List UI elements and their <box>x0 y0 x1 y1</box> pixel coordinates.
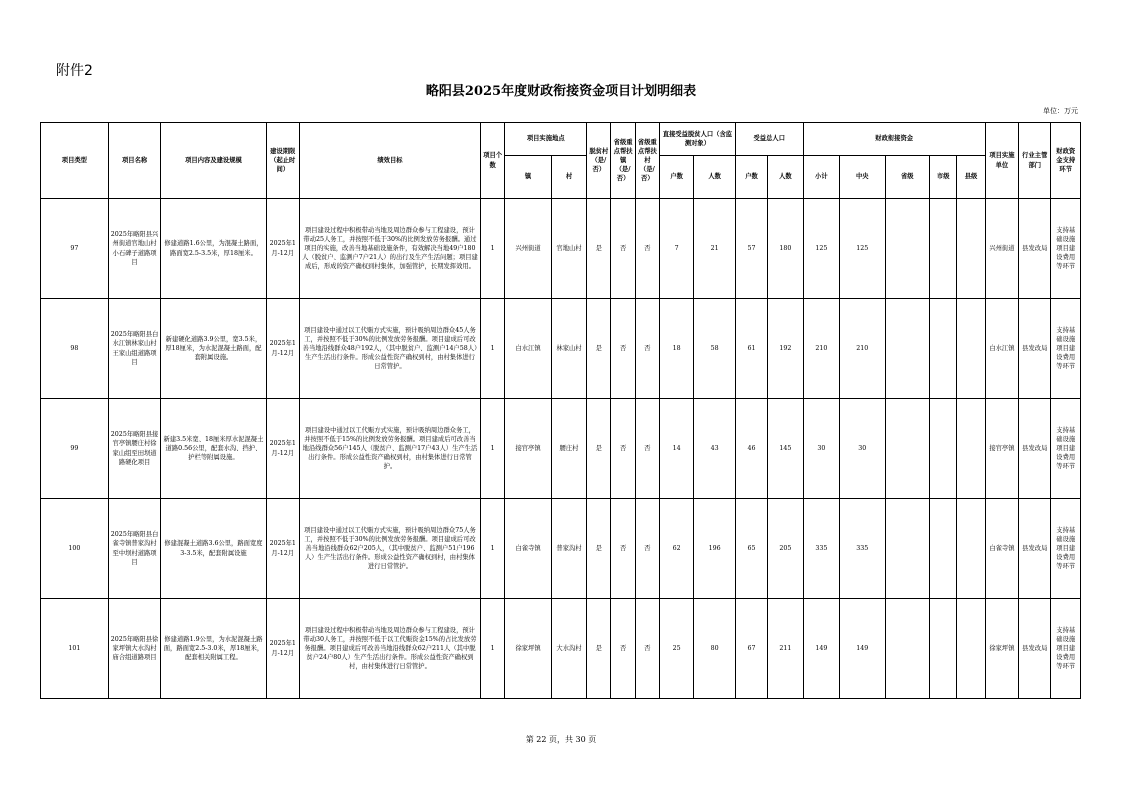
cell-poverty-village: 是 <box>587 299 611 399</box>
unit-label: 单位：万元 <box>1043 107 1078 115</box>
cell-dept: 县发改局 <box>1019 299 1051 399</box>
col-county: 县级 <box>957 156 985 199</box>
cell-town: 白雀寺镇 <box>505 499 552 599</box>
header-row-1 <box>41 123 1081 156</box>
col-count: 项目个数 <box>481 123 505 199</box>
cell-direct-people: 196 <box>694 499 735 599</box>
cell-prov-key-town: 否 <box>611 499 635 599</box>
col-poverty-village: 脱贫村（是/否） <box>587 123 611 199</box>
cell-link: 支持基础设施项目建设费用等环节 <box>1051 299 1081 399</box>
cell-county <box>957 199 985 299</box>
cell-city <box>930 599 957 699</box>
col-content: 项目内容及建设规模 <box>161 123 266 199</box>
cell-village: 官地山村 <box>551 199 586 299</box>
cell-content: 新建硬化道路3.9公里，宽3.5米，厚18厘米，为水泥混凝土路面，配套附属设施。 <box>161 299 266 399</box>
cell-goal: 项目建设中通过以工代赈方式实施，预计吸纳周边群众务工，并按照不低于15%的比例发放劳务报酬。项目建成后可改善当地沿线群众56户145人（脱贫户、监测户17户43人）生产生活出行条件。形成公益性资产确权到村，由村集体进行日常管护。 <box>299 399 480 499</box>
cell-poverty-village: 是 <box>587 499 611 599</box>
cell-impl-unit: 徐家坪镇 <box>985 599 1018 699</box>
table-row <box>41 399 1081 499</box>
cell-central: 125 <box>840 199 886 299</box>
cell-name: 2025年略阳县白水江镇林家山村王家山组道路项目 <box>108 299 161 399</box>
attachment-label: 附件2 <box>56 63 93 79</box>
cell-name: 2025年略阳县兴州街道官地山村小石碑子道路项目 <box>108 199 161 299</box>
col-city: 市级 <box>930 156 957 199</box>
cell-central: 210 <box>840 299 886 399</box>
col-funds: 财政衔接资金 <box>803 123 985 156</box>
project-table <box>40 122 1081 699</box>
cell-village: 大水沟村 <box>551 599 586 699</box>
col-provincial: 省级 <box>885 156 930 199</box>
cell-type: 99 <box>41 399 109 499</box>
cell-subtotal: 335 <box>803 499 839 599</box>
cell-period: 2025年1月-12月 <box>266 499 299 599</box>
cell-prov-key-town: 否 <box>611 599 635 699</box>
cell-provincial <box>885 599 930 699</box>
col-central: 中央 <box>840 156 886 199</box>
cell-provincial <box>885 199 930 299</box>
cell-city <box>930 399 957 499</box>
cell-prov-key-town: 否 <box>611 199 635 299</box>
cell-total-households: 57 <box>735 199 767 299</box>
col-period: 建设期限（起止时间） <box>266 123 299 199</box>
cell-prov-key-town: 否 <box>611 299 635 399</box>
cell-type: 97 <box>41 199 109 299</box>
cell-direct-people: 21 <box>694 199 735 299</box>
col-total-households: 户数 <box>735 156 767 199</box>
col-total-benefit: 受益总人口 <box>735 123 803 156</box>
cell-town: 白水江镇 <box>505 299 552 399</box>
cell-subtotal: 125 <box>803 199 839 299</box>
col-prov-key-town: 省级重点帮扶镇（是/否） <box>611 123 635 199</box>
cell-town: 徐家坪镇 <box>505 599 552 699</box>
cell-city <box>930 499 957 599</box>
cell-direct-households: 25 <box>659 599 693 699</box>
cell-total-people: 205 <box>768 499 803 599</box>
cell-dept: 县发改局 <box>1019 599 1051 699</box>
cell-impl-unit: 兴州街道 <box>985 199 1018 299</box>
col-direct-benefit: 直接受益脱贫人口（含监测对象） <box>659 123 735 156</box>
cell-link: 支持基础设施项目建设费用等环节 <box>1051 599 1081 699</box>
col-dept: 行业主管部门 <box>1019 123 1051 199</box>
cell-period: 2025年1月-12月 <box>266 599 299 699</box>
cell-total-households: 67 <box>735 599 767 699</box>
cell-village: 腰庄村 <box>551 399 586 499</box>
cell-subtotal: 210 <box>803 299 839 399</box>
cell-subtotal: 149 <box>803 599 839 699</box>
cell-count: 1 <box>481 499 505 599</box>
cell-content: 修建道路1.9公里，为水泥混凝土路面，路面宽2.5-3.0米，厚18厘米，配套相关附属工程。 <box>161 599 266 699</box>
col-impl-unit: 项目实施单位 <box>985 123 1018 199</box>
cell-type: 100 <box>41 499 109 599</box>
cell-goal: 项目建设过程中积极带动当地及周边群众参与工程建设，预计带动25人务工，并按照不低于30%的比例发放劳务报酬。通过项目的实施，改善当地基础设施条件，有效解决当地49户180人（脱贫户、监测户7户21人）的出行及生产生活问题；项目建成后，形成的资产确权到村集体，加强管护，长期发挥效用。 <box>299 199 480 299</box>
cell-total-people: 180 <box>768 199 803 299</box>
cell-total-households: 65 <box>735 499 767 599</box>
cell-direct-households: 62 <box>659 499 693 599</box>
cell-period: 2025年1月-12月 <box>266 299 299 399</box>
cell-count: 1 <box>481 399 505 499</box>
cell-total-households: 61 <box>735 299 767 399</box>
col-type: 项目类型 <box>41 123 109 199</box>
cell-link: 支持基础设施项目建设费用等环节 <box>1051 399 1081 499</box>
cell-goal: 项目建设中通过以工代赈方式实施，预计吸纳周边群众75人务工，并按照不低于30%的比例发放劳务报酬。项目建成后可改善当地沿线群众62户205人，（其中脱贫户、监测户51户196人）生产生活出行条件。形成公益性资产确权到村，由村集体进行日常管护。 <box>299 499 480 599</box>
col-total-people: 人数 <box>768 156 803 199</box>
cell-village: 普家沟村 <box>551 499 586 599</box>
col-direct-households: 户数 <box>659 156 693 199</box>
cell-goal: 项目建设中通过以工代赈方式实施，预计吸纳周边群众45人务工，并按照不低于30%的比例发放劳务报酬。项目建成后可改善当地沿线群众48户192人，（其中脱贫户、监测户14户58人）生产生活出行条件。形成公益性资产确权到村，由村集体进行日常管护。 <box>299 299 480 399</box>
cell-direct-people: 43 <box>694 399 735 499</box>
table-row <box>41 499 1081 599</box>
col-location: 项目实施地点 <box>505 123 587 156</box>
col-name: 项目名称 <box>108 123 161 199</box>
cell-goal: 项目建设过程中积极带动当地及周边群众参与工程建设，预计带动30人务工，并按照不低于以工代赈资金15%的占比发放劳务报酬。项目建成后可改善当地沿线群众62户211人（其中脱贫户24户80人）生产生活出行条件。形成公益性资产确权到村，由村集体进行日常管护。 <box>299 599 480 699</box>
cell-count: 1 <box>481 599 505 699</box>
cell-name: 2025年略阳县接官亭镇腰庄村徐家山组至田坝道路硬化项目 <box>108 399 161 499</box>
page-title: 略阳县2025年度财政衔接资金项目计划明细表 <box>425 84 697 99</box>
cell-prov-key-village: 否 <box>635 299 659 399</box>
cell-direct-people: 58 <box>694 299 735 399</box>
cell-poverty-village: 是 <box>587 199 611 299</box>
cell-prov-key-village: 否 <box>635 499 659 599</box>
cell-name: 2025年略阳县徐家坪镇大水沟村庙合组道路项目 <box>108 599 161 699</box>
table-row <box>41 199 1081 299</box>
cell-central: 30 <box>840 399 886 499</box>
cell-count: 1 <box>481 299 505 399</box>
col-village: 村 <box>551 156 586 199</box>
cell-impl-unit: 接官亭镇 <box>985 399 1018 499</box>
cell-provincial <box>885 499 930 599</box>
page-footer: 第 22 页，共 30 页 <box>525 735 597 744</box>
col-direct-people: 人数 <box>694 156 735 199</box>
cell-prov-key-village: 否 <box>635 399 659 499</box>
cell-period: 2025年1月-12月 <box>266 399 299 499</box>
cell-town: 兴州街道 <box>505 199 552 299</box>
cell-link: 支持基础设施项目建设费用等环节 <box>1051 499 1081 599</box>
cell-poverty-village: 是 <box>587 399 611 499</box>
cell-total-households: 46 <box>735 399 767 499</box>
col-link: 财政资金支持环节 <box>1051 123 1081 199</box>
cell-total-people: 192 <box>768 299 803 399</box>
cell-city <box>930 299 957 399</box>
cell-total-people: 211 <box>768 599 803 699</box>
cell-town: 接官亭镇 <box>505 399 552 499</box>
cell-county <box>957 499 985 599</box>
cell-type: 98 <box>41 299 109 399</box>
cell-direct-households: 18 <box>659 299 693 399</box>
cell-poverty-village: 是 <box>587 599 611 699</box>
cell-name: 2025年略阳县白雀寺镇普家沟村至中坝村道路项目 <box>108 499 161 599</box>
col-town: 镇 <box>505 156 552 199</box>
cell-dept: 县发改局 <box>1019 199 1051 299</box>
cell-direct-households: 7 <box>659 199 693 299</box>
cell-central: 149 <box>840 599 886 699</box>
col-subtotal: 小计 <box>803 156 839 199</box>
cell-period: 2025年1月-12月 <box>266 199 299 299</box>
table-row <box>41 599 1081 699</box>
cell-content: 修建混凝土道路3.6公里，路面宽度3-3.5米，配套附属设施 <box>161 499 266 599</box>
cell-dept: 县发改局 <box>1019 499 1051 599</box>
cell-city <box>930 199 957 299</box>
cell-prov-key-village: 否 <box>635 199 659 299</box>
cell-county <box>957 399 985 499</box>
cell-central: 335 <box>840 499 886 599</box>
cell-content: 新建3.5米宽、18厘米厚水泥混凝土道路0.56公里，配套水沟、挡护、护栏等附属设施。 <box>161 399 266 499</box>
cell-impl-unit: 白水江镇 <box>985 299 1018 399</box>
cell-direct-people: 80 <box>694 599 735 699</box>
cell-dept: 县发改局 <box>1019 399 1051 499</box>
cell-link: 支持基础设施项目建设费用等环节 <box>1051 199 1081 299</box>
cell-subtotal: 30 <box>803 399 839 499</box>
table-row <box>41 299 1081 399</box>
cell-direct-households: 14 <box>659 399 693 499</box>
cell-provincial <box>885 299 930 399</box>
cell-prov-key-village: 否 <box>635 599 659 699</box>
cell-county <box>957 299 985 399</box>
cell-content: 修建道路1.6公里，为混凝土路面，路面宽2.5-3.5米，厚18厘米。 <box>161 199 266 299</box>
cell-provincial <box>885 399 930 499</box>
cell-type: 101 <box>41 599 109 699</box>
col-goal: 绩效目标 <box>299 123 480 199</box>
col-prov-key-village: 省级重点帮扶村（是/否） <box>635 123 659 199</box>
cell-village: 林家山村 <box>551 299 586 399</box>
cell-prov-key-town: 否 <box>611 399 635 499</box>
cell-total-people: 145 <box>768 399 803 499</box>
cell-impl-unit: 白雀寺镇 <box>985 499 1018 599</box>
cell-count: 1 <box>481 199 505 299</box>
cell-county <box>957 599 985 699</box>
